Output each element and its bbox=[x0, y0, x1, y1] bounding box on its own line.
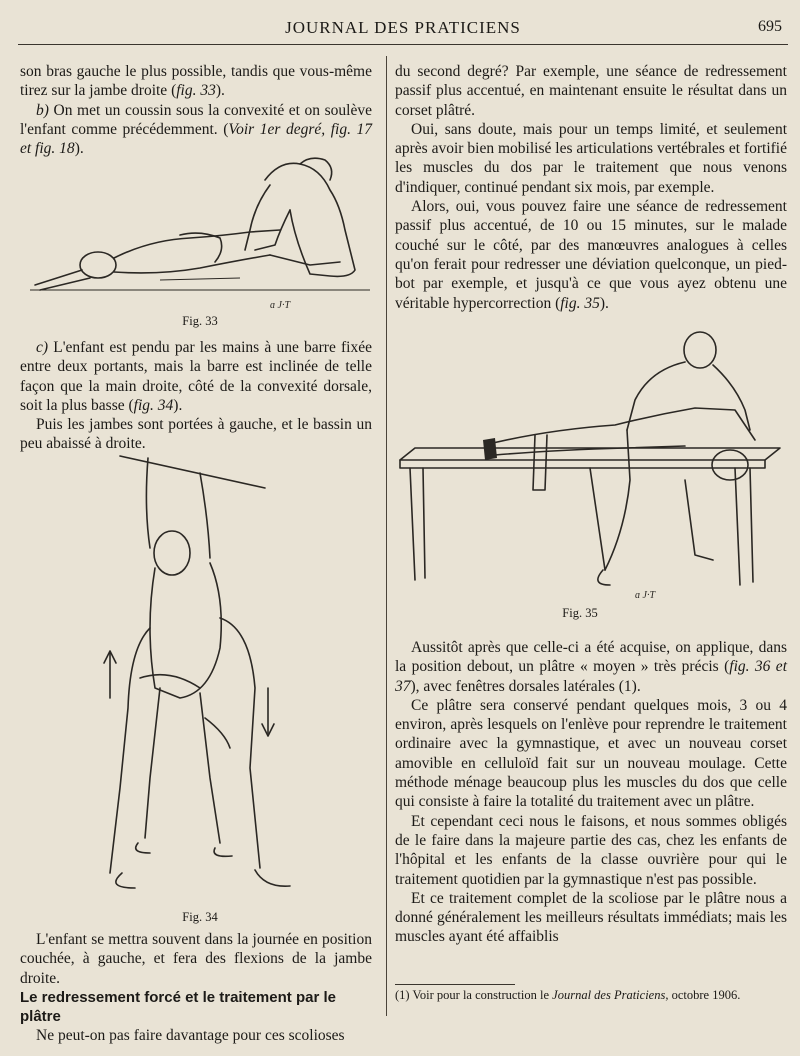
paragraph-a-end: son bras gauche le plus possible, tandis que vous-même tirez sur la jambe droite (fig. 33). bbox=[20, 63, 372, 100]
paragraph-plaster-applied: Aussitôt après que celle-ci a été acquise, on applique, dans la position debout, un plâtre « moyen » très précis (fig. 36 et 37), avec fenêtres dorsales latérales (1). bbox=[395, 639, 787, 695]
paragraph-limited-time: Oui, sans doute, mais pour un temps limité, et seulement après avoir bien mobilisé les articulations vertébrales et fortifié les muscles du dos par le traitement que nous venons d'indiquer, continué pendant six mois, par exemple. bbox=[395, 120, 787, 196]
figure-33-illustration bbox=[10, 150, 376, 310]
paragraph-second-degree: du second degré? Par exemple, une séance de redressement passif plus accentué, en maintenant ensuite le résultat dans un corset plâtré. bbox=[395, 63, 787, 119]
paragraph-passive-session: Alors, oui, vous pouvez faire une séance de redressement passif plus accentué, de 10 ou 15 minutes, sur le malade couché sur le côté, par des manœuvres analogues à celles qu'on ferait pour redresser une déviation quelconque, un pied-bot par exemple, et jusqu'à ce que vous ayez obtenu une véritable hypercorrection (fig. 35). bbox=[395, 198, 787, 312]
figure-ref: fig. 36 et 37 bbox=[395, 658, 787, 695]
right-column-bottom bbox=[395, 638, 787, 947]
paragraph-legs: Puis les jambes sont portées à gauche, et le bassin un peu abaissé à droite. bbox=[20, 416, 372, 453]
figure-ref: fig. 34 bbox=[133, 396, 174, 414]
right-column-top bbox=[395, 62, 787, 313]
paragraph-b: b) On met un coussin sous la convexité et on soulève l'enfant comme précédemment. (Voir 1er degré, fig. 17 et fig. 18). bbox=[20, 101, 372, 158]
figure-ref: fig. 33 bbox=[176, 82, 216, 100]
section-heading: Le redressement forcé et le traitement par le plâtre bbox=[20, 988, 336, 1026]
left-column-middle bbox=[20, 338, 372, 454]
svg-text:ɑ J·T: ɑ J·T bbox=[270, 300, 290, 310]
left-column-top bbox=[20, 62, 372, 158]
paragraph-complete-treatment: Et ce traitement complet de la scoliose par le plâtre nous a donné généralement les meilleurs résultats immédiats; mais les muscles ayant été affaiblis bbox=[395, 889, 787, 946]
figure-33-caption: Fig. 33 bbox=[182, 314, 218, 328]
left-column-bottom bbox=[20, 930, 372, 1046]
footnote-rule bbox=[395, 984, 515, 985]
figure-35-caption: Fig. 35 bbox=[562, 606, 598, 620]
figure-34-caption: Fig. 34 bbox=[182, 910, 218, 924]
footnote: (1) Voir pour la construction le Journal des Praticiens, octobre 1906. bbox=[395, 988, 741, 1002]
running-header bbox=[18, 18, 788, 44]
figure-ref: fig. 35 bbox=[560, 294, 600, 312]
figure-35-illustration bbox=[395, 330, 787, 610]
paragraph-plaster-kept: Ce plâtre sera conservé pendant quelques mois, 3 ou 4 environ, après lesquels on l'enlève pour reprendre le traitement ordinaire avec la gymnastique, et avec un nouveau corset amovible en celluloïd fait sur un nouveau moulage. Cette méthode ménage beaucoup plus les muscles du dos que celle qui consiste à faire la totalité du traitement avec un plâtre. bbox=[395, 696, 787, 811]
journal-title: JOURNAL DES PRATICIENS bbox=[285, 18, 521, 37]
column-divider bbox=[386, 56, 387, 1016]
figure-ref: Voir 1er degré, fig. 17 et fig. 18 bbox=[20, 120, 372, 158]
paragraph-lying-position: L'enfant se mettra souvent dans la journée en position couchée, à gauche, et fera des flexions de la jambe droite. bbox=[20, 931, 372, 987]
figure-34-illustration bbox=[60, 448, 360, 908]
paragraph-c: c) L'enfant est pendu par les mains à une barre fixée entre deux portants, mais la barre est inclinée de telle façon que la main droite, côté de la convexité dorsale, soit la plus basse (fig. 34). bbox=[20, 339, 372, 414]
svg-text:ɑ J·T: ɑ J·T bbox=[635, 590, 655, 601]
paragraph-section-start: Ne peut-on pas faire davantage pour ces scolioses bbox=[36, 1027, 345, 1045]
header-rule bbox=[18, 44, 788, 45]
page-number: 695 bbox=[758, 18, 782, 35]
paragraph-hospital-children: Et cependant ceci nous le faisons, et nous sommes obligés de le faire dans la majeure partie des cas, chez les enfants de l'hôpital et les enfants de la classe ouvrière pour qui le traitement quotidien par la gymnastique n'est pas possible. bbox=[395, 812, 787, 888]
